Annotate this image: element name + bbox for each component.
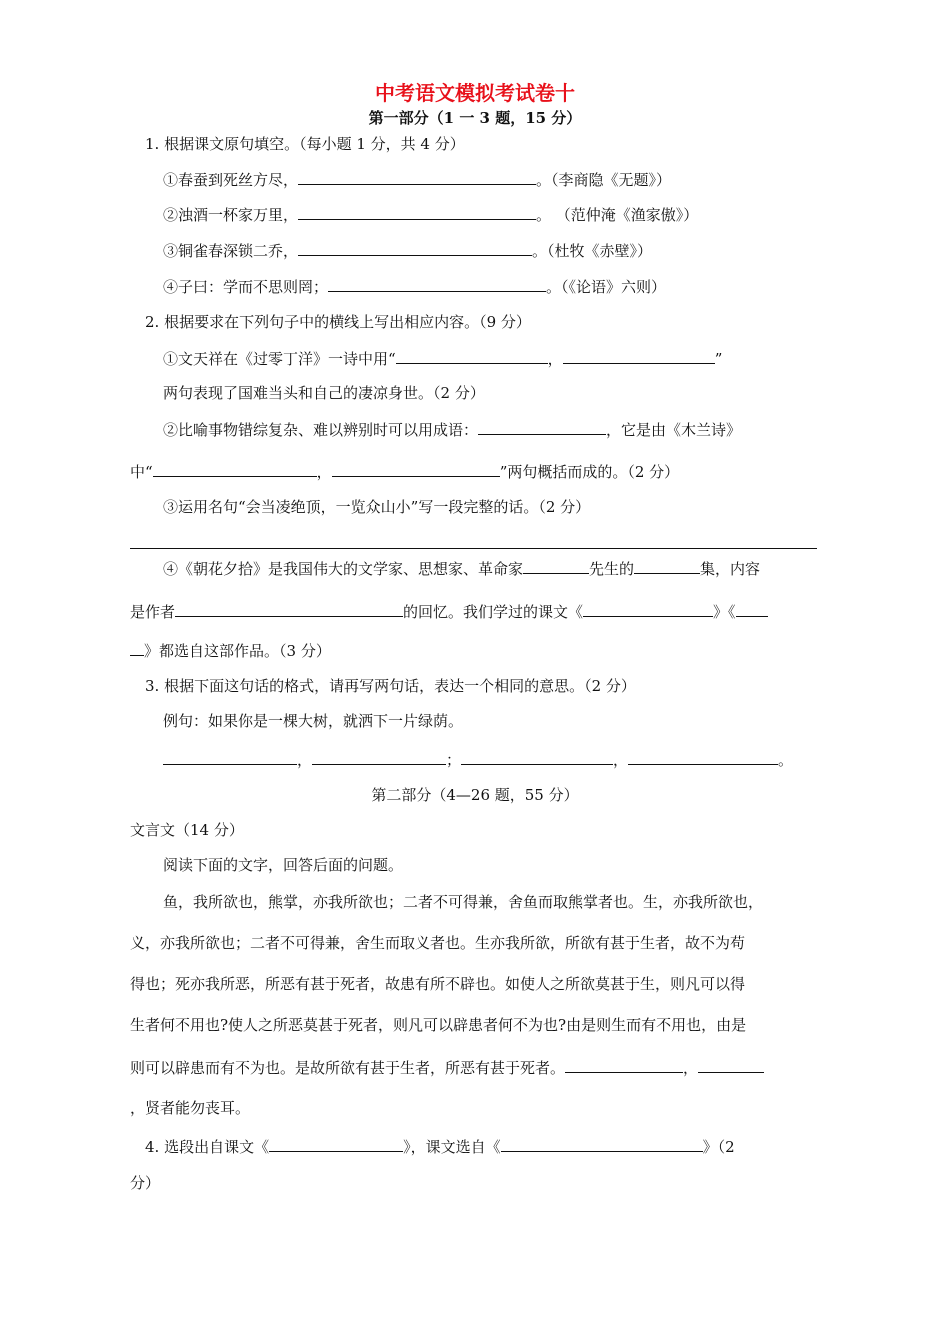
q2d-line1 xyxy=(163,557,760,580)
passage-line-6: ，贤者能勿丧耳。 xyxy=(130,1099,251,1117)
q2b-text: ②比喻事物错综复杂、难以辨别时可以用成语： xyxy=(163,421,479,439)
q2d-text-4: 是作者 xyxy=(130,603,176,621)
part1-heading: 第一部分（1 一 3 题，15 分） xyxy=(368,109,582,127)
q4-text-3: 》（2 xyxy=(702,1138,735,1156)
q2d-text-5: 的回忆。我们学过的课文《 xyxy=(403,603,584,621)
q3-sep-2: ； xyxy=(446,751,462,769)
q2d-author-blank[interactable] xyxy=(523,557,589,574)
passage-blank-1[interactable] xyxy=(565,1056,683,1073)
q2d-lesson-blank-2[interactable] xyxy=(736,600,768,617)
q1-item-3 xyxy=(163,239,652,262)
passage-line-text: 则可以辟患而有不为也。是故所欲有甚于生者，所恶有甚于死者。 xyxy=(130,1059,566,1077)
q1-item-1 xyxy=(163,168,671,191)
q2b-text-after: ，它是由《木兰诗》 xyxy=(606,421,742,439)
q2b-line1 xyxy=(163,418,741,441)
q2a-line1 xyxy=(163,347,722,370)
q1-item-2-text: ②浊酒一杯家万里， xyxy=(163,206,299,224)
q3-answer-line xyxy=(163,748,793,771)
q4-text-2: 》，课文选自《 xyxy=(403,1138,501,1156)
passage-line: 鱼，我所欲也，熊掌，亦我所欲也；二者不可得兼，舍鱼而取熊掌者也。生，亦我所欲也， xyxy=(163,893,764,911)
q2d-text-2: 先生的 xyxy=(589,560,635,578)
q2d-lesson-blank-1[interactable] xyxy=(583,600,713,617)
q2a-line2: 两句表现了国难当头和自己的凄凉身世。（2 分） xyxy=(163,384,485,402)
q2a-blank-2[interactable] xyxy=(563,347,715,364)
q2d-text-6: 》《 xyxy=(713,603,736,621)
q3-example: 例句：如果你是一棵大树，就洒下一片绿荫。 xyxy=(163,712,464,730)
q4-score: 分） xyxy=(130,1174,161,1192)
q4-text-1: 4. 选段出自课文《 xyxy=(145,1138,270,1156)
passage-line-5 xyxy=(130,1056,764,1079)
passage-line: 生者何不用也?使人之所恶莫甚于死者，则凡可以辟患者何不为也?由是则生而有不用也，由是 xyxy=(130,1016,747,1034)
q1-item-2-blank[interactable] xyxy=(298,203,536,220)
q2b-blank-1[interactable] xyxy=(153,460,317,477)
q2b-line2 xyxy=(130,460,679,483)
q2b-line2-start: 中“ xyxy=(130,463,153,481)
q3-end: 。 xyxy=(778,751,794,769)
part2-heading: 第二部分（4—26 题，55 分） xyxy=(371,786,579,804)
passage-comma: ， xyxy=(683,1059,699,1077)
q3-stem: 3. 根据下面这句话的格式，请再写两句话，表达一个相同的意思。（2 分） xyxy=(145,677,636,695)
q2d-text-1: ④《朝花夕拾》是我国伟大的文学家、思想家、革命家 xyxy=(163,560,524,578)
q2d-line2 xyxy=(130,600,768,623)
q2b-idiom-blank[interactable] xyxy=(478,418,606,435)
passage-blank-2[interactable] xyxy=(698,1056,764,1073)
q1-item-1-blank[interactable] xyxy=(298,168,536,185)
q4-line xyxy=(145,1135,735,1158)
q3-blank-3[interactable] xyxy=(461,748,613,765)
q3-blank-2[interactable] xyxy=(312,748,446,765)
q2a-comma: ， xyxy=(547,350,563,368)
q1-item-2-source: 。 （范仲淹《渔家傲》） xyxy=(536,206,699,224)
classical-heading: 文言文（14 分） xyxy=(130,821,244,839)
q2b-comma: ， xyxy=(316,463,332,481)
page-title: 中考语文模拟考试卷十 xyxy=(375,81,575,105)
q1-stem: 1. 根据课文原句填空。（每小题 1 分，共 4 分） xyxy=(145,135,465,153)
q2d-text-7: 》都选自这部作品。（3 分） xyxy=(144,642,331,660)
q2d-content-blank[interactable] xyxy=(175,600,403,617)
q1-item-4 xyxy=(163,275,666,298)
q3-blank-1[interactable] xyxy=(163,748,297,765)
q2c-answer-line[interactable] xyxy=(130,548,817,549)
passage-line: 义，亦我所欲也；二者不可得兼，舍生而取义者也。生亦我所欲，所欲有甚于生者，故不为苟 xyxy=(130,934,746,952)
q1-item-4-text: ④子曰：学而不思则罔； xyxy=(163,278,329,296)
q4-lesson-blank[interactable] xyxy=(269,1135,403,1152)
classical-instruction: 阅读下面的文字，回答后面的问题。 xyxy=(163,856,404,874)
q1-item-3-source: 。（杜牧《赤壁》） xyxy=(532,242,653,260)
q3-sep-1: ， xyxy=(297,751,313,769)
q1-item-4-source: 。（《论语》六则） xyxy=(546,278,667,296)
q1-item-3-text: ③铜雀春深锁二乔， xyxy=(163,242,299,260)
q1-item-1-source: 。（李商隐《无题》） xyxy=(536,171,672,189)
q2a-blank-1[interactable] xyxy=(396,347,548,364)
q3-blank-4[interactable] xyxy=(628,748,778,765)
q2d-genre-blank[interactable] xyxy=(634,557,700,574)
q2d-text-3: 集，内容 xyxy=(700,560,761,578)
q2d-lesson-blank-2-end[interactable] xyxy=(130,639,144,656)
q1-item-1-text: ①春蚕到死丝方尽， xyxy=(163,171,299,189)
q2a-quote-end: ” xyxy=(714,350,723,368)
q2a-text: ①文天祥在《过零丁洋》一诗中用“ xyxy=(163,350,396,368)
q2b-line2-end: ”两句概括而成的。（2 分） xyxy=(499,463,680,481)
q2c-line: ③运用名句“会当凌绝顶，一览众山小”写一段完整的话。（2 分） xyxy=(163,498,591,516)
q1-item-4-blank[interactable] xyxy=(328,275,546,292)
q2-stem: 2. 根据要求在下列句子中的横线上写出相应内容。（9 分） xyxy=(145,313,531,331)
q2d-line3 xyxy=(130,639,331,662)
q2b-blank-2[interactable] xyxy=(332,460,500,477)
passage-line: 得也；死亦我所恶，所恶有甚于死者，故患有所不辟也。如使人之所欲莫甚于生，则凡可以得 xyxy=(130,975,746,993)
q4-source-blank[interactable] xyxy=(501,1135,703,1152)
q3-sep-3: ， xyxy=(613,751,629,769)
q1-item-2 xyxy=(163,203,698,226)
q1-item-3-blank[interactable] xyxy=(298,239,532,256)
